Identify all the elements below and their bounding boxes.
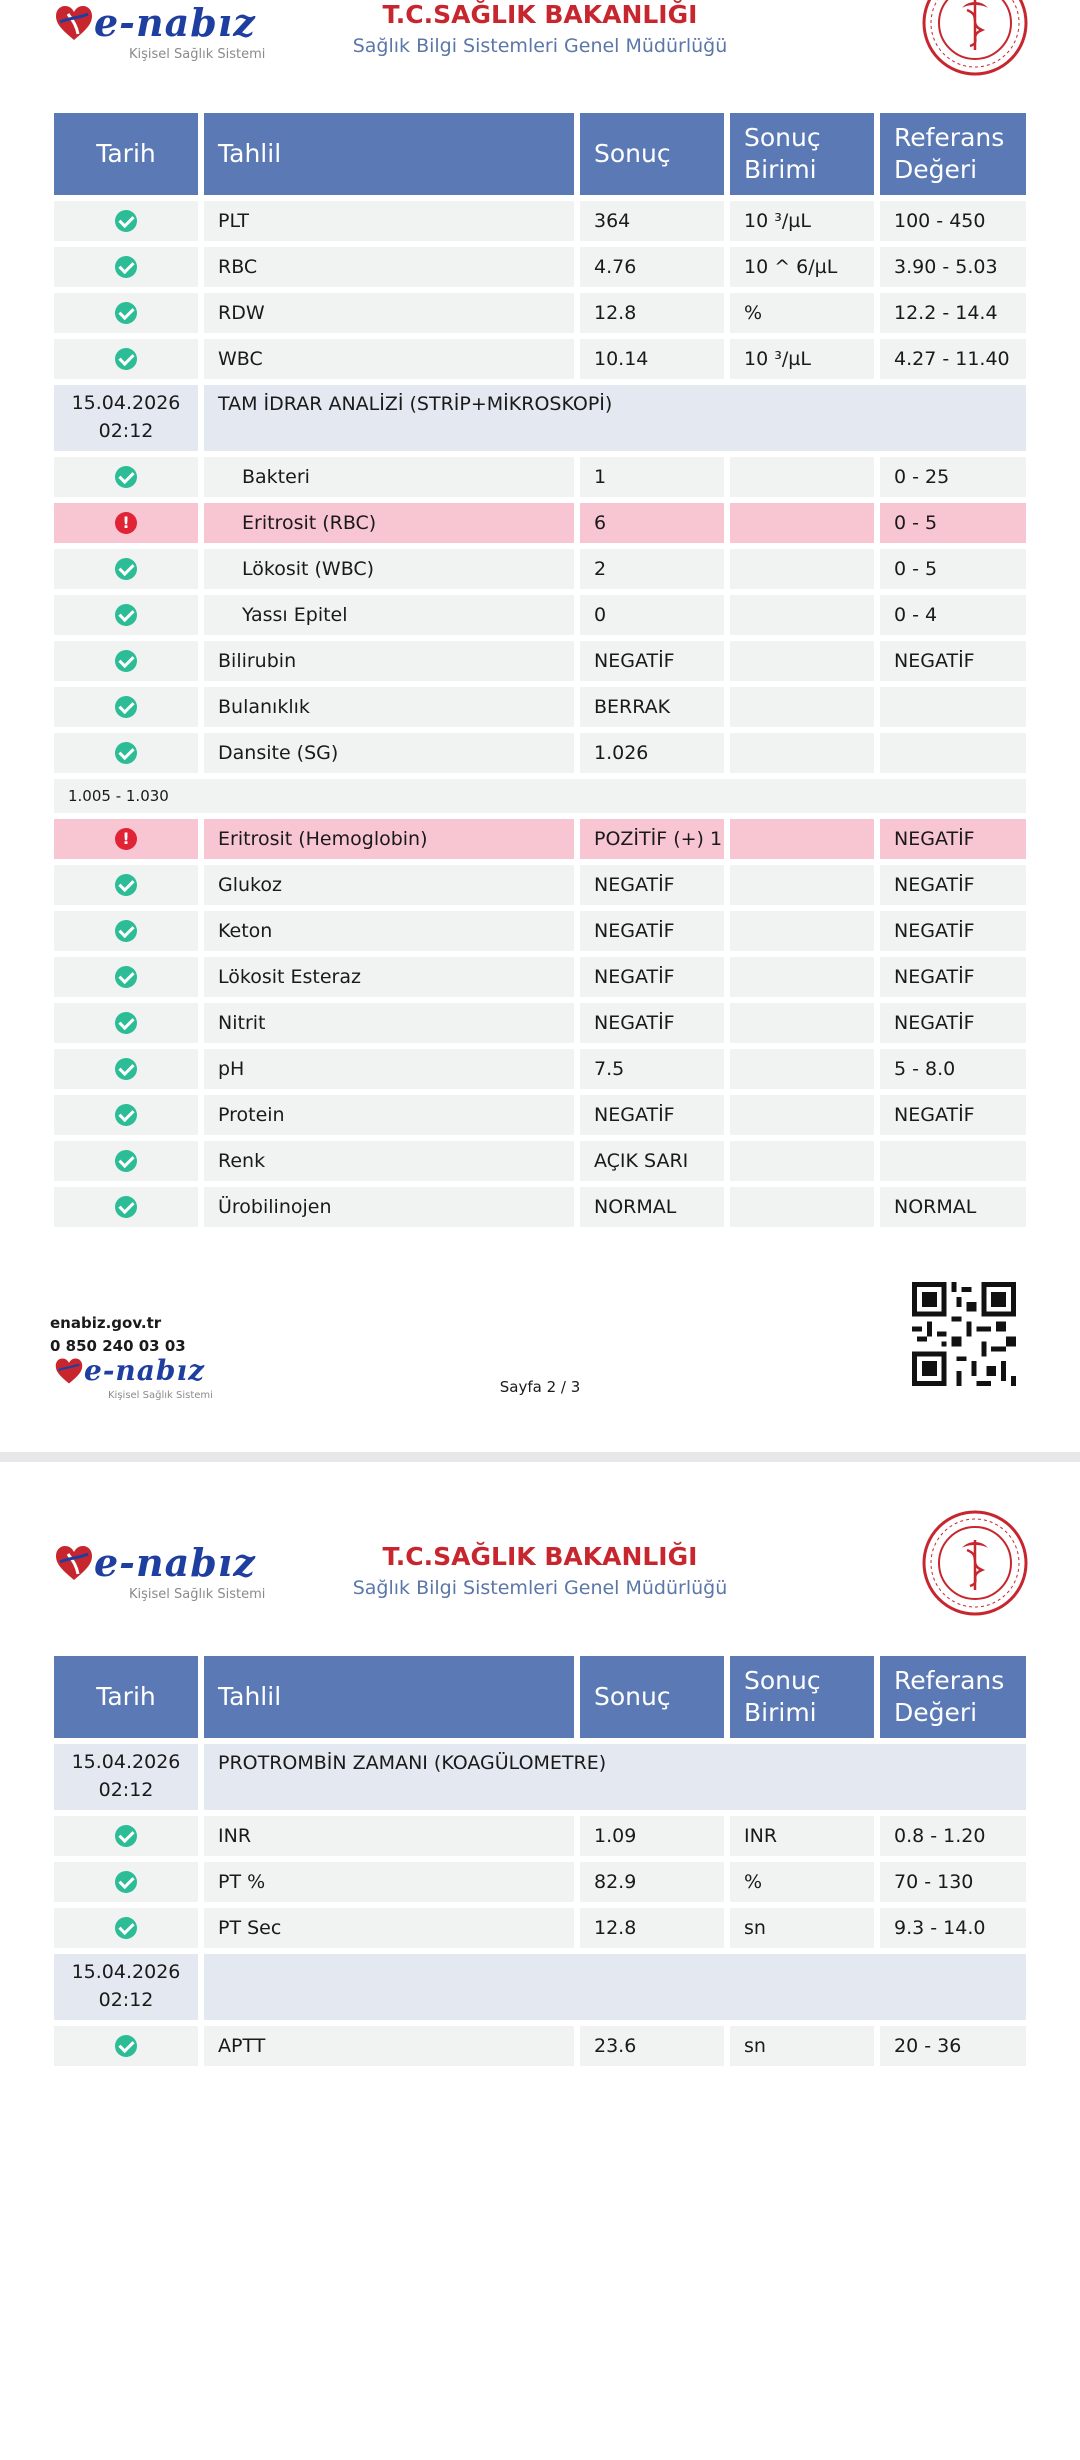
check-circle-icon: [115, 1825, 137, 1847]
result-unit: [730, 957, 874, 997]
status-cell: [54, 457, 198, 497]
result-value: 7.5: [580, 1049, 724, 1089]
reference-range: [880, 1141, 1026, 1181]
check-circle-icon: [115, 920, 137, 942]
result-value: 4.76: [580, 247, 724, 287]
result-unit: sn: [730, 2026, 874, 2066]
reference-range: 20 - 36: [880, 2026, 1026, 2066]
check-circle-icon: [115, 348, 137, 370]
col-reference: [880, 1656, 1026, 1738]
col-test: Tahlil: [204, 1656, 574, 1738]
check-circle-icon: [115, 604, 137, 626]
group-row-prothrombin: [54, 1744, 1026, 1810]
table-row: [54, 733, 1026, 773]
alert-icon: !: [115, 512, 137, 534]
footer-contact: [50, 1312, 186, 1357]
reference-range: [880, 733, 1026, 773]
check-circle-icon: [115, 742, 137, 764]
col-test: Tahlil: [204, 113, 574, 195]
result-unit: %: [730, 293, 874, 333]
group-date-day: 15.04.2026: [71, 392, 181, 415]
col-ref-line1: Referans: [894, 1665, 1005, 1695]
result-value: NEGATİF: [580, 1095, 724, 1135]
ministry-subtitle: Sağlık Bilgi Sistemleri Genel Müdürlüğü: [352, 35, 728, 57]
logo-brand: e-nabız: [94, 0, 256, 45]
status-cell: [54, 1141, 198, 1181]
group-date-time: 02:12: [98, 1989, 154, 2011]
result-value: NEGATİF: [580, 1003, 724, 1043]
test-name: Lökosit Esteraz: [204, 957, 574, 997]
col-date: Tarih: [54, 1656, 198, 1738]
table-row: [54, 819, 1026, 859]
result-unit: 10 ^ 6/µL: [730, 247, 874, 287]
col-unit-line2: Birimi: [744, 1698, 817, 1727]
logo-brand: e-nabız: [94, 1540, 256, 1585]
status-cell: [54, 687, 198, 727]
check-circle-icon: [115, 1196, 137, 1218]
result-unit: [730, 911, 874, 951]
check-circle-icon: [115, 210, 137, 232]
result-unit: [730, 865, 874, 905]
table-row: [54, 1095, 1026, 1135]
check-circle-icon: [115, 1150, 137, 1172]
check-circle-icon: [115, 2035, 137, 2057]
result-value: AÇIK SARI: [580, 1141, 724, 1181]
status-cell: [54, 201, 198, 241]
result-value: POZİTİF (+) 1: [580, 819, 724, 859]
result-value: NEGATİF: [580, 911, 724, 951]
footer-phone[interactable]: 0 850 240 03 03: [50, 1336, 186, 1355]
group-title: TAM İDRAR ANALİZİ (STRİP+MİKROSKOPİ): [204, 385, 1026, 451]
result-value: NEGATİF: [580, 865, 724, 905]
result-value: 0: [580, 595, 724, 635]
ministry-seal: [922, 1510, 1028, 1616]
check-circle-icon: [115, 966, 137, 988]
table-row: [54, 503, 1026, 543]
result-value: 364: [580, 201, 724, 241]
ministry-title: T.C.SAĞLIK BAKANLIĞI: [382, 1542, 698, 1571]
reference-range: NEGATİF: [880, 641, 1026, 681]
check-circle-icon: [115, 302, 137, 324]
logo-brand: e-nabız: [84, 1354, 206, 1387]
table-row: [54, 2026, 1026, 2066]
table-row: [54, 201, 1026, 241]
table-row: [54, 1141, 1026, 1181]
col-ref-line1: Referans: [894, 122, 1005, 152]
test-name: Eritrosit (RBC): [204, 503, 574, 543]
table-row: [54, 457, 1026, 497]
check-circle-icon: [115, 1871, 137, 1893]
status-cell: [54, 865, 198, 905]
reference-range: NEGATİF: [880, 819, 1026, 859]
test-name: INR: [204, 1816, 574, 1856]
result-unit: [730, 687, 874, 727]
reference-range: NEGATİF: [880, 911, 1026, 951]
reference-range: 0 - 4: [880, 595, 1026, 635]
result-unit: [730, 1187, 874, 1227]
alert-icon: !: [115, 828, 137, 850]
result-value: NEGATİF: [580, 641, 724, 681]
result-value: NORMAL: [580, 1187, 724, 1227]
rows-aptt: [54, 2026, 1026, 2066]
result-value: 1.09: [580, 1816, 724, 1856]
check-circle-icon: [115, 466, 137, 488]
reference-range: 0 - 5: [880, 503, 1026, 543]
check-circle-icon: [115, 558, 137, 580]
result-unit: INR: [730, 1816, 874, 1856]
group-date: [54, 385, 198, 451]
table-row: [54, 1187, 1026, 1227]
qr-code[interactable]: [912, 1282, 1016, 1386]
result-unit: [730, 1049, 874, 1089]
test-name: Protein: [204, 1095, 574, 1135]
result-unit: [730, 819, 874, 859]
check-circle-icon: [115, 1012, 137, 1034]
rows-prothrombin: [54, 1816, 1026, 1948]
test-name: PLT: [204, 201, 574, 241]
status-cell: [54, 911, 198, 951]
test-name: pH: [204, 1049, 574, 1089]
group-date: [54, 1744, 198, 1810]
result-unit: [730, 733, 874, 773]
status-cell: [54, 549, 198, 589]
col-unit: [730, 113, 874, 195]
result-unit: [730, 641, 874, 681]
table-row: [54, 339, 1026, 379]
status-cell: [54, 293, 198, 333]
group-row-urinalysis: [54, 385, 1026, 451]
col-unit: [730, 1656, 874, 1738]
result-unit: [730, 595, 874, 635]
test-name: Lökosit (WBC): [204, 549, 574, 589]
table-row: [54, 641, 1026, 681]
ministry-header: [0, 1542, 1080, 1599]
status-cell: [54, 1003, 198, 1043]
table-row: [54, 247, 1026, 287]
reference-note: 1.005 - 1.030: [54, 779, 1026, 813]
test-name: RDW: [204, 293, 574, 333]
check-circle-icon: [115, 1917, 137, 1939]
test-name: Bakteri: [204, 457, 574, 497]
result-unit: 10 ³/µL: [730, 201, 874, 241]
test-name: APTT: [204, 2026, 574, 2066]
result-unit: [730, 549, 874, 589]
reference-range: 0.8 - 1.20: [880, 1816, 1026, 1856]
table-row: [54, 1862, 1026, 1902]
test-name: Bulanıklık: [204, 687, 574, 727]
page-number: Sayfa 2 / 3: [499, 1378, 581, 1396]
test-name: PT %: [204, 1862, 574, 1902]
group-date-time: 02:12: [98, 1779, 154, 1801]
col-unit-line1: Sonuç: [744, 1665, 821, 1695]
table-row: [54, 1908, 1026, 1948]
report-page-2: [0, 1462, 1080, 2460]
col-result: Sonuç: [580, 1656, 724, 1738]
status-cell: [54, 1816, 198, 1856]
table-row: [54, 687, 1026, 727]
table-row: [54, 293, 1026, 333]
reference-range: 12.2 - 14.4: [880, 293, 1026, 333]
result-unit: %: [730, 1862, 874, 1902]
group-row-aptt: [54, 1954, 1026, 2020]
col-unit-line2: Birimi: [744, 155, 817, 184]
table-row: [54, 1003, 1026, 1043]
table-header: [54, 1656, 1026, 1738]
status-cell: [54, 1862, 198, 1902]
result-value: 23.6: [580, 2026, 724, 2066]
test-name: Ürobilinojen: [204, 1187, 574, 1227]
table-row: [54, 911, 1026, 951]
reference-range: 3.90 - 5.03: [880, 247, 1026, 287]
logo-subtitle: Kişisel Sağlık Sistemi: [108, 1390, 213, 1401]
result-value: 1.026: [580, 733, 724, 773]
result-value: 1: [580, 457, 724, 497]
rows-urinalysis-1: [54, 457, 1026, 773]
col-result: Sonuç: [580, 113, 724, 195]
check-circle-icon: [115, 256, 137, 278]
rows-cbc: [54, 201, 1026, 379]
logo-subtitle: Kişisel Sağlık Sistemi: [129, 1587, 266, 1602]
test-name: RBC: [204, 247, 574, 287]
col-reference: [880, 113, 1026, 195]
result-unit: [730, 1141, 874, 1181]
test-name: Dansite (SG): [204, 733, 574, 773]
ministry-seal: [922, 0, 1028, 76]
page-separator: [0, 1452, 1080, 1462]
check-circle-icon: [115, 1104, 137, 1126]
result-unit: [730, 503, 874, 543]
result-unit: [730, 1095, 874, 1135]
test-name: Bilirubin: [204, 641, 574, 681]
reference-range: 100 - 450: [880, 201, 1026, 241]
result-value: 10.14: [580, 339, 724, 379]
reference-range: [880, 687, 1026, 727]
status-cell: [54, 339, 198, 379]
col-unit-line1: Sonuç: [744, 122, 821, 152]
reference-range: 9.3 - 14.0: [880, 1908, 1026, 1948]
test-name: WBC: [204, 339, 574, 379]
reference-range: NORMAL: [880, 1187, 1026, 1227]
reference-note-row: [54, 779, 1026, 813]
test-name: Keton: [204, 911, 574, 951]
test-name: Glukoz: [204, 865, 574, 905]
test-name: Renk: [204, 1141, 574, 1181]
result-value: BERRAK: [580, 687, 724, 727]
check-circle-icon: [115, 650, 137, 672]
result-unit: sn: [730, 1908, 874, 1948]
status-cell: [54, 247, 198, 287]
test-name: Nitrit: [204, 1003, 574, 1043]
group-date: [54, 1954, 198, 2020]
status-cell: [54, 1908, 198, 1948]
ministry-subtitle: Sağlık Bilgi Sistemleri Genel Müdürlüğü: [352, 1577, 728, 1599]
table-row: [54, 595, 1026, 635]
status-cell: [54, 595, 198, 635]
reference-range: 0 - 5: [880, 549, 1026, 589]
table-row: [54, 1816, 1026, 1856]
test-name: PT Sec: [204, 1908, 574, 1948]
results-table-page-1: [54, 113, 1026, 1233]
status-cell: [54, 2026, 198, 2066]
col-ref-line2: Değeri: [894, 1698, 978, 1727]
result-unit: [730, 1003, 874, 1043]
ministry-title: T.C.SAĞLIK BAKANLIĞI: [382, 0, 698, 29]
result-unit: [730, 457, 874, 497]
reference-range: NEGATİF: [880, 957, 1026, 997]
ministry-header: [0, 0, 1080, 57]
logo-subtitle: Kişisel Sağlık Sistemi: [129, 47, 266, 62]
reference-range: 5 - 8.0: [880, 1049, 1026, 1089]
col-ref-line2: Değeri: [894, 155, 978, 184]
check-circle-icon: [115, 874, 137, 896]
table-row: [54, 865, 1026, 905]
test-name: Eritrosit (Hemoglobin): [204, 819, 574, 859]
reference-range: NEGATİF: [880, 1003, 1026, 1043]
table-row: [54, 549, 1026, 589]
results-table-page-2: [54, 1656, 1026, 2072]
group-date-time: 02:12: [98, 420, 154, 442]
group-date-day: 15.04.2026: [71, 1961, 181, 1984]
footer-website[interactable]: enabiz.gov.tr: [50, 1314, 162, 1332]
status-cell: [54, 641, 198, 681]
reference-range: 70 - 130: [880, 1862, 1026, 1902]
status-cell: [54, 1187, 198, 1227]
test-name: Yassı Epitel: [204, 595, 574, 635]
table-header: [54, 113, 1026, 195]
result-unit: 10 ³/µL: [730, 339, 874, 379]
group-title: PROTROMBİN ZAMANI (KOAGÜLOMETRE): [204, 1744, 1026, 1810]
status-cell: [54, 1095, 198, 1135]
result-value: 82.9: [580, 1862, 724, 1902]
result-value: 6: [580, 503, 724, 543]
reference-range: NEGATİF: [880, 1095, 1026, 1135]
col-date: Tarih: [54, 113, 198, 195]
status-cell: [54, 957, 198, 997]
reference-range: 0 - 25: [880, 457, 1026, 497]
result-value: 12.8: [580, 293, 724, 333]
check-circle-icon: [115, 1058, 137, 1080]
status-cell: [54, 819, 198, 859]
reference-range: NEGATİF: [880, 865, 1026, 905]
status-cell: [54, 1049, 198, 1089]
group-date-day: 15.04.2026: [71, 1751, 181, 1774]
status-cell: [54, 503, 198, 543]
reference-range: 4.27 - 11.40: [880, 339, 1026, 379]
rows-urinalysis-2: [54, 819, 1026, 1227]
status-cell: [54, 733, 198, 773]
table-row: [54, 1049, 1026, 1089]
result-value: NEGATİF: [580, 957, 724, 997]
result-value: 2: [580, 549, 724, 589]
table-row: [54, 957, 1026, 997]
check-circle-icon: [115, 696, 137, 718]
result-value: 12.8: [580, 1908, 724, 1948]
group-title: [204, 1954, 1026, 2020]
